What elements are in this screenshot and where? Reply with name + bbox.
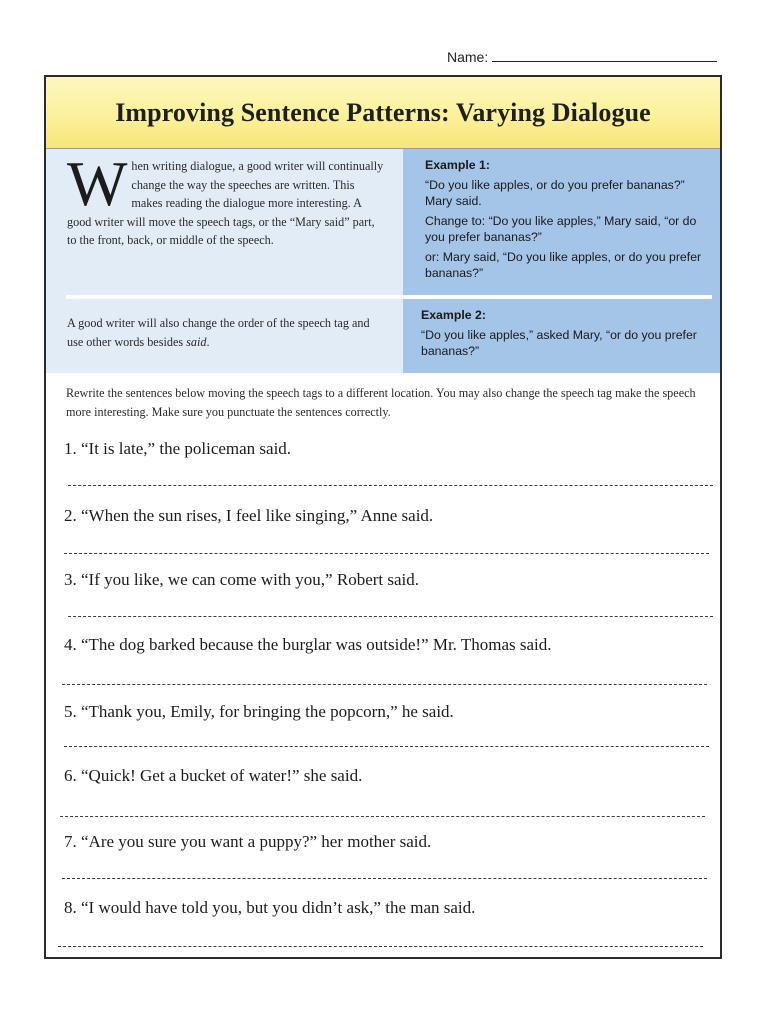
example-2	[421, 307, 711, 363]
emphasis-said: said	[186, 334, 207, 349]
example-1-line-1: “Do you like apples, or do you prefer bananas?” Mary said.	[425, 178, 685, 208]
intro-text-2-end: .	[206, 334, 210, 349]
exercise-item-2: 2. “When the sun rises, I feel like singing,” Anne said.	[64, 506, 434, 525]
exercise-item-6: 6. “Quick! Get a bucket of water!” she said.	[64, 766, 363, 785]
answer-line-7[interactable]	[62, 878, 707, 879]
example-1	[425, 157, 715, 285]
page-title: Improving Sentence Patterns: Varying Dialogue	[115, 97, 651, 127]
answer-line-3[interactable]	[68, 616, 713, 617]
instructions: Rewrite the sentences below moving the speech tags to a different location. You may also change the speech tag make the speech more interesting. Make sure you punctuate the sentences correctly.	[66, 386, 696, 419]
exercise-item-3: 3. “If you like, we can come with you,” Robert said.	[64, 570, 420, 589]
answer-line-2[interactable]	[64, 553, 709, 554]
intro-paragraph-2	[67, 314, 387, 351]
title-banner	[46, 77, 720, 149]
drop-cap: W	[67, 148, 128, 219]
name-label: Name:	[447, 49, 489, 65]
answer-line-8[interactable]	[58, 946, 703, 947]
intro-panel	[46, 149, 403, 373]
answer-line-5[interactable]	[64, 746, 709, 747]
answer-line-6[interactable]	[60, 816, 705, 817]
example-1-line-2: Change to: “Do you like apples,” Mary said, “or do you prefer bananas?”	[425, 214, 697, 244]
example-1-line-3: or: Mary said, “Do you like apples, or do you prefer bananas?”	[425, 250, 702, 280]
panel-divider	[66, 295, 712, 299]
name-blank-line[interactable]	[492, 47, 717, 62]
example-2-heading: Example 2:	[421, 308, 486, 322]
answer-line-1[interactable]	[68, 485, 713, 486]
answer-line-4[interactable]	[62, 684, 707, 685]
intro-text-2: A good writer will also change the order of the speech tag and use other words besides	[67, 316, 370, 349]
name-field[interactable]	[447, 47, 717, 65]
exercise-item-5: 5. “Thank you, Emily, for bringing the popcorn,” he said.	[64, 702, 454, 721]
exercise-item-8: 8. “I would have told you, but you didn’t ask,” the man said.	[64, 898, 476, 917]
example-1-heading: Example 1:	[425, 158, 490, 172]
intro-paragraph	[67, 148, 387, 250]
exercise-item-4: 4. “The dog barked because the burglar was outside!” Mr. Thomas said.	[64, 635, 552, 654]
examples-panel	[403, 149, 720, 373]
exercise-item-1: 1. “It is late,” the policeman said.	[64, 439, 292, 458]
intro-text: hen writing dialogue, a good writer will continually change the way the speeches are written. This makes reading the dialogue more interesting. A good writer will move the speech tags, or the “Mary said” part, to the front, back, or middle of the speech.	[67, 159, 384, 247]
example-2-line-1: “Do you like apples,” asked Mary, “or do you prefer bananas?”	[421, 328, 697, 358]
exercise-item-7: 7. “Are you sure you want a puppy?” her mother said.	[64, 832, 432, 851]
worksheet-frame	[44, 75, 722, 959]
